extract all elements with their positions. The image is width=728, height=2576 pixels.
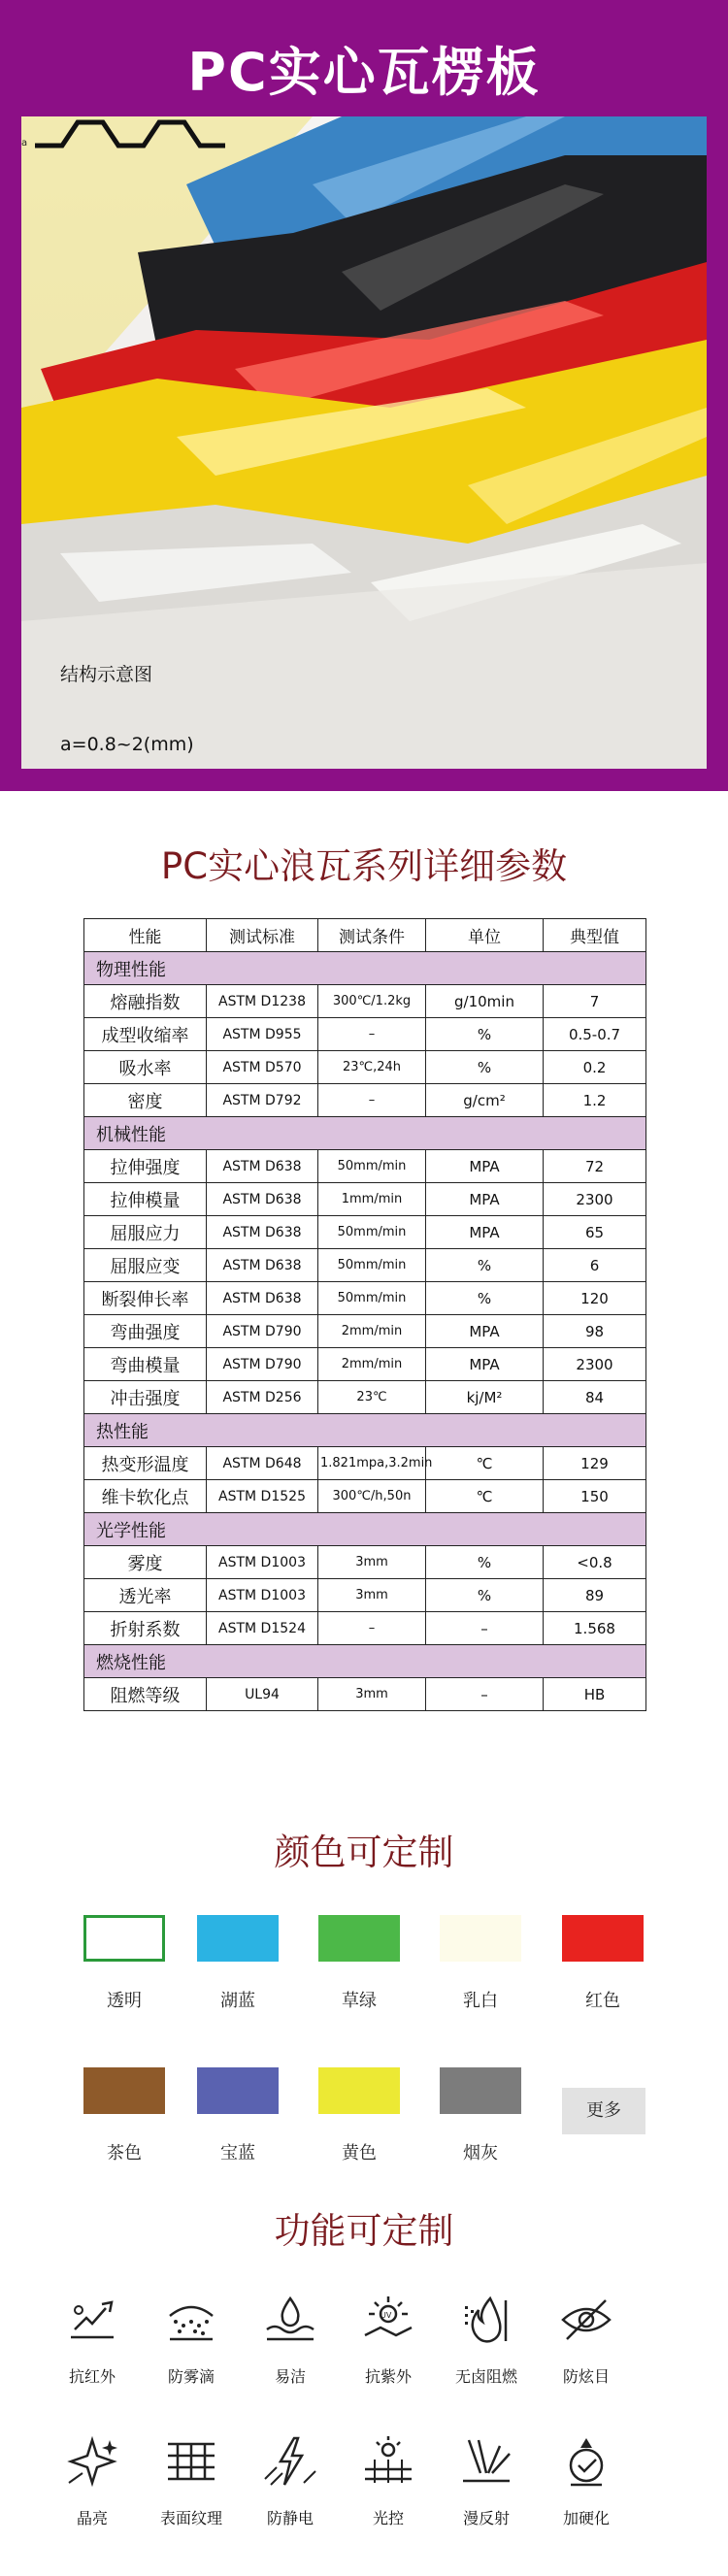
table-row [84,1249,646,1282]
test-standard: ASTM D1525 [207,1480,318,1513]
test-standard: ASTM D790 [207,1315,318,1348]
test-standard: ASTM D1238 [207,985,318,1018]
table-row [84,1315,646,1348]
feature-label: 表面纹理 [159,2509,222,2527]
table-row [84,1051,646,1084]
table-row [84,1150,646,1183]
table-header-row [84,919,646,952]
test-standard: ASTM D1003 [207,1546,318,1579]
header-cell: 单位 [426,919,544,952]
test-condition: – [318,1612,426,1645]
hardened-icon [557,2434,615,2489]
color-label: 湖蓝 [220,1991,255,2011]
colors-title: 颜色可定制 [274,1832,454,1873]
header-cell: 测试条件 [318,919,426,952]
header-cell: 测试标准 [207,919,318,952]
category-label: 燃烧性能 [84,1645,646,1678]
category-label: 机械性能 [84,1117,646,1150]
table-row [84,1216,646,1249]
color-swatch[interactable] [318,1915,400,1962]
test-condition: – [318,1084,426,1117]
texture-icon [162,2434,220,2489]
property-name: 折射系数 [84,1612,207,1645]
feature-label: 防雾滴 [167,2367,215,2386]
test-condition: 50mm/min [318,1150,426,1183]
table-row [84,1018,646,1051]
easy-clean-icon [261,2293,319,2347]
typical-value: <0.8 [544,1546,646,1579]
test-standard: ASTM D638 [207,1282,318,1315]
test-condition: 2mm/min [318,1315,426,1348]
test-condition: 50mm/min [318,1249,426,1282]
unit: % [426,1249,544,1282]
typical-value: 150 [544,1480,646,1513]
anti-fog-icon [162,2293,220,2347]
property-name: 透光率 [84,1579,207,1612]
typical-value: 65 [544,1216,646,1249]
test-condition: 300℃/1.2kg [318,985,426,1018]
table-row [84,1282,646,1315]
test-condition: 2mm/min [318,1348,426,1381]
typical-value: HB [544,1678,646,1711]
typical-value: 98 [544,1315,646,1348]
anti-glare-icon [557,2293,615,2347]
table-row [84,1678,646,1711]
color-label: 茶色 [107,2143,142,2163]
unit: g/cm² [426,1084,544,1117]
test-standard: UL94 [207,1678,318,1711]
typical-value: 2300 [544,1183,646,1216]
typical-value: 0.2 [544,1051,646,1084]
test-standard: ASTM D955 [207,1018,318,1051]
table-row [84,1546,646,1579]
typical-value: 0.5-0.7 [544,1018,646,1051]
test-condition: 1.821mpa,3.2min [318,1447,426,1480]
test-condition: 50mm/min [318,1282,426,1315]
property-name: 拉伸模量 [84,1183,207,1216]
table-row [84,1084,646,1117]
header-cell: 典型值 [544,919,646,952]
unit: % [426,1579,544,1612]
unit: MPA [426,1315,544,1348]
test-condition: 50mm/min [318,1216,426,1249]
property-name: 弯曲模量 [84,1348,207,1381]
property-name: 屈服应力 [84,1216,207,1249]
unit: % [426,1546,544,1579]
test-standard: ASTM D570 [207,1051,318,1084]
test-standard: ASTM D1003 [207,1579,318,1612]
table-row [84,1480,646,1513]
property-name: 断裂伸长率 [84,1282,207,1315]
flame-retardant-icon [457,2293,515,2347]
unit: – [426,1612,544,1645]
test-standard: ASTM D638 [207,1216,318,1249]
table-row [84,985,646,1018]
uv-icon [359,2293,417,2347]
unit: % [426,1282,544,1315]
test-condition: 23℃ [318,1381,426,1414]
feature-label: 抗红外 [68,2367,116,2386]
unit: MPA [426,1150,544,1183]
typical-value: 129 [544,1447,646,1480]
typical-value: 84 [544,1381,646,1414]
color-swatch[interactable] [83,2067,165,2114]
category-label: 光学性能 [84,1513,646,1546]
structure-diagram-label: 结构示意图 [60,664,153,685]
typical-value: 2300 [544,1348,646,1381]
feature-label: 光控 [372,2509,404,2527]
typical-value: 72 [544,1150,646,1183]
category-row [84,1117,646,1150]
property-name: 弯曲强度 [84,1315,207,1348]
category-label: 热性能 [84,1414,646,1447]
test-standard: ASTM D638 [207,1183,318,1216]
category-label: 物理性能 [84,952,646,985]
infrared-icon [63,2293,121,2347]
table-row [84,1447,646,1480]
unit: ℃ [426,1480,544,1513]
unit: MPA [426,1216,544,1249]
svg-text:UV: UV [381,2311,392,2320]
test-standard: ASTM D638 [207,1150,318,1183]
table-row [84,1579,646,1612]
test-condition: 3mm [318,1546,426,1579]
feature-label: 防静电 [266,2509,314,2527]
test-standard: ASTM D648 [207,1447,318,1480]
property-name: 冲击强度 [84,1381,207,1414]
property-name: 密度 [84,1084,207,1117]
color-label: 黄色 [342,2143,377,2163]
property-name: 成型收缩率 [84,1018,207,1051]
property-name: 热变形温度 [84,1447,207,1480]
feature-label: 防炫目 [562,2367,610,2386]
feature-label: 漫反射 [462,2509,510,2527]
color-label: 透明 [107,1991,142,2011]
feature-label: 抗紫外 [364,2367,412,2386]
property-name: 维卡软化点 [84,1480,207,1513]
page-title: PC实心瓦楞板 [187,42,541,103]
test-standard: ASTM D256 [207,1381,318,1414]
unit: % [426,1018,544,1051]
features-title: 功能可定制 [274,2210,454,2252]
hero-banner [0,0,728,791]
test-condition: – [318,1018,426,1051]
table-row [84,1612,646,1645]
property-name: 屈服应变 [84,1249,207,1282]
unit: kj/M² [426,1381,544,1414]
feature-label: 晶亮 [76,2509,108,2527]
product-photo [21,116,707,769]
typical-value: 120 [544,1282,646,1315]
category-row [84,1414,646,1447]
table-row [84,1183,646,1216]
typical-value: 6 [544,1249,646,1282]
unit: % [426,1051,544,1084]
feature-label: 无卤阻燃 [454,2367,517,2386]
test-condition: 3mm [318,1579,426,1612]
color-label: 乳白 [463,1991,498,2011]
unit: ℃ [426,1447,544,1480]
unit: MPA [426,1348,544,1381]
color-swatch[interactable] [318,2067,400,2114]
color-label: 草绿 [342,1991,377,2011]
test-standard: ASTM D790 [207,1348,318,1381]
category-row [84,1513,646,1546]
category-row [84,952,646,985]
color-label: 烟灰 [463,2143,498,2163]
sparkle-icon [63,2434,121,2489]
color-label: 宝蓝 [220,2143,255,2163]
category-row [84,1645,646,1678]
feature-label: 易洁 [274,2367,306,2386]
property-name: 拉伸强度 [84,1150,207,1183]
test-standard: ASTM D1524 [207,1612,318,1645]
color-swatch[interactable] [562,1915,644,1962]
table-row [84,1381,646,1414]
test-standard: ASTM D792 [207,1084,318,1117]
color-swatch[interactable] [440,2067,521,2114]
property-name: 雾度 [84,1546,207,1579]
color-label: 红色 [585,1991,620,2011]
property-name: 吸水率 [84,1051,207,1084]
color-swatch[interactable] [440,1915,521,1962]
test-condition: 1mm/min [318,1183,426,1216]
color-swatch[interactable] [197,1915,279,1962]
typical-value: 7 [544,985,646,1018]
profile-diagram [21,116,235,155]
table-row [84,1348,646,1381]
property-name: 阻燃等级 [84,1678,207,1711]
light-control-icon [359,2434,417,2489]
diffuse-icon [457,2434,515,2489]
params-title: PC实心浪瓦系列详细参数 [160,845,568,887]
typical-value: 89 [544,1579,646,1612]
unit: MPA [426,1183,544,1216]
test-condition: 23℃,24h [318,1051,426,1084]
thickness-range: a=0.8~2(mm) [60,734,194,755]
table-body [84,952,646,1711]
unit: – [426,1678,544,1711]
color-swatch[interactable] [83,1915,165,1962]
test-condition: 3mm [318,1678,426,1711]
property-name: 熔融指数 [84,985,207,1018]
more-colors-button[interactable]: 更多 [562,2088,645,2134]
unit: g/10min [426,985,544,1018]
feature-label: 加硬化 [562,2509,610,2527]
test-standard: ASTM D638 [207,1249,318,1282]
typical-value: 1.2 [544,1084,646,1117]
anti-static-icon [261,2434,319,2489]
test-condition: 300℃/h,50n [318,1480,426,1513]
header-cell: 性能 [84,919,207,952]
color-swatch[interactable] [197,2067,279,2114]
profile-thickness-mark: a [21,138,28,149]
typical-value: 1.568 [544,1612,646,1645]
params-table [83,918,646,1711]
